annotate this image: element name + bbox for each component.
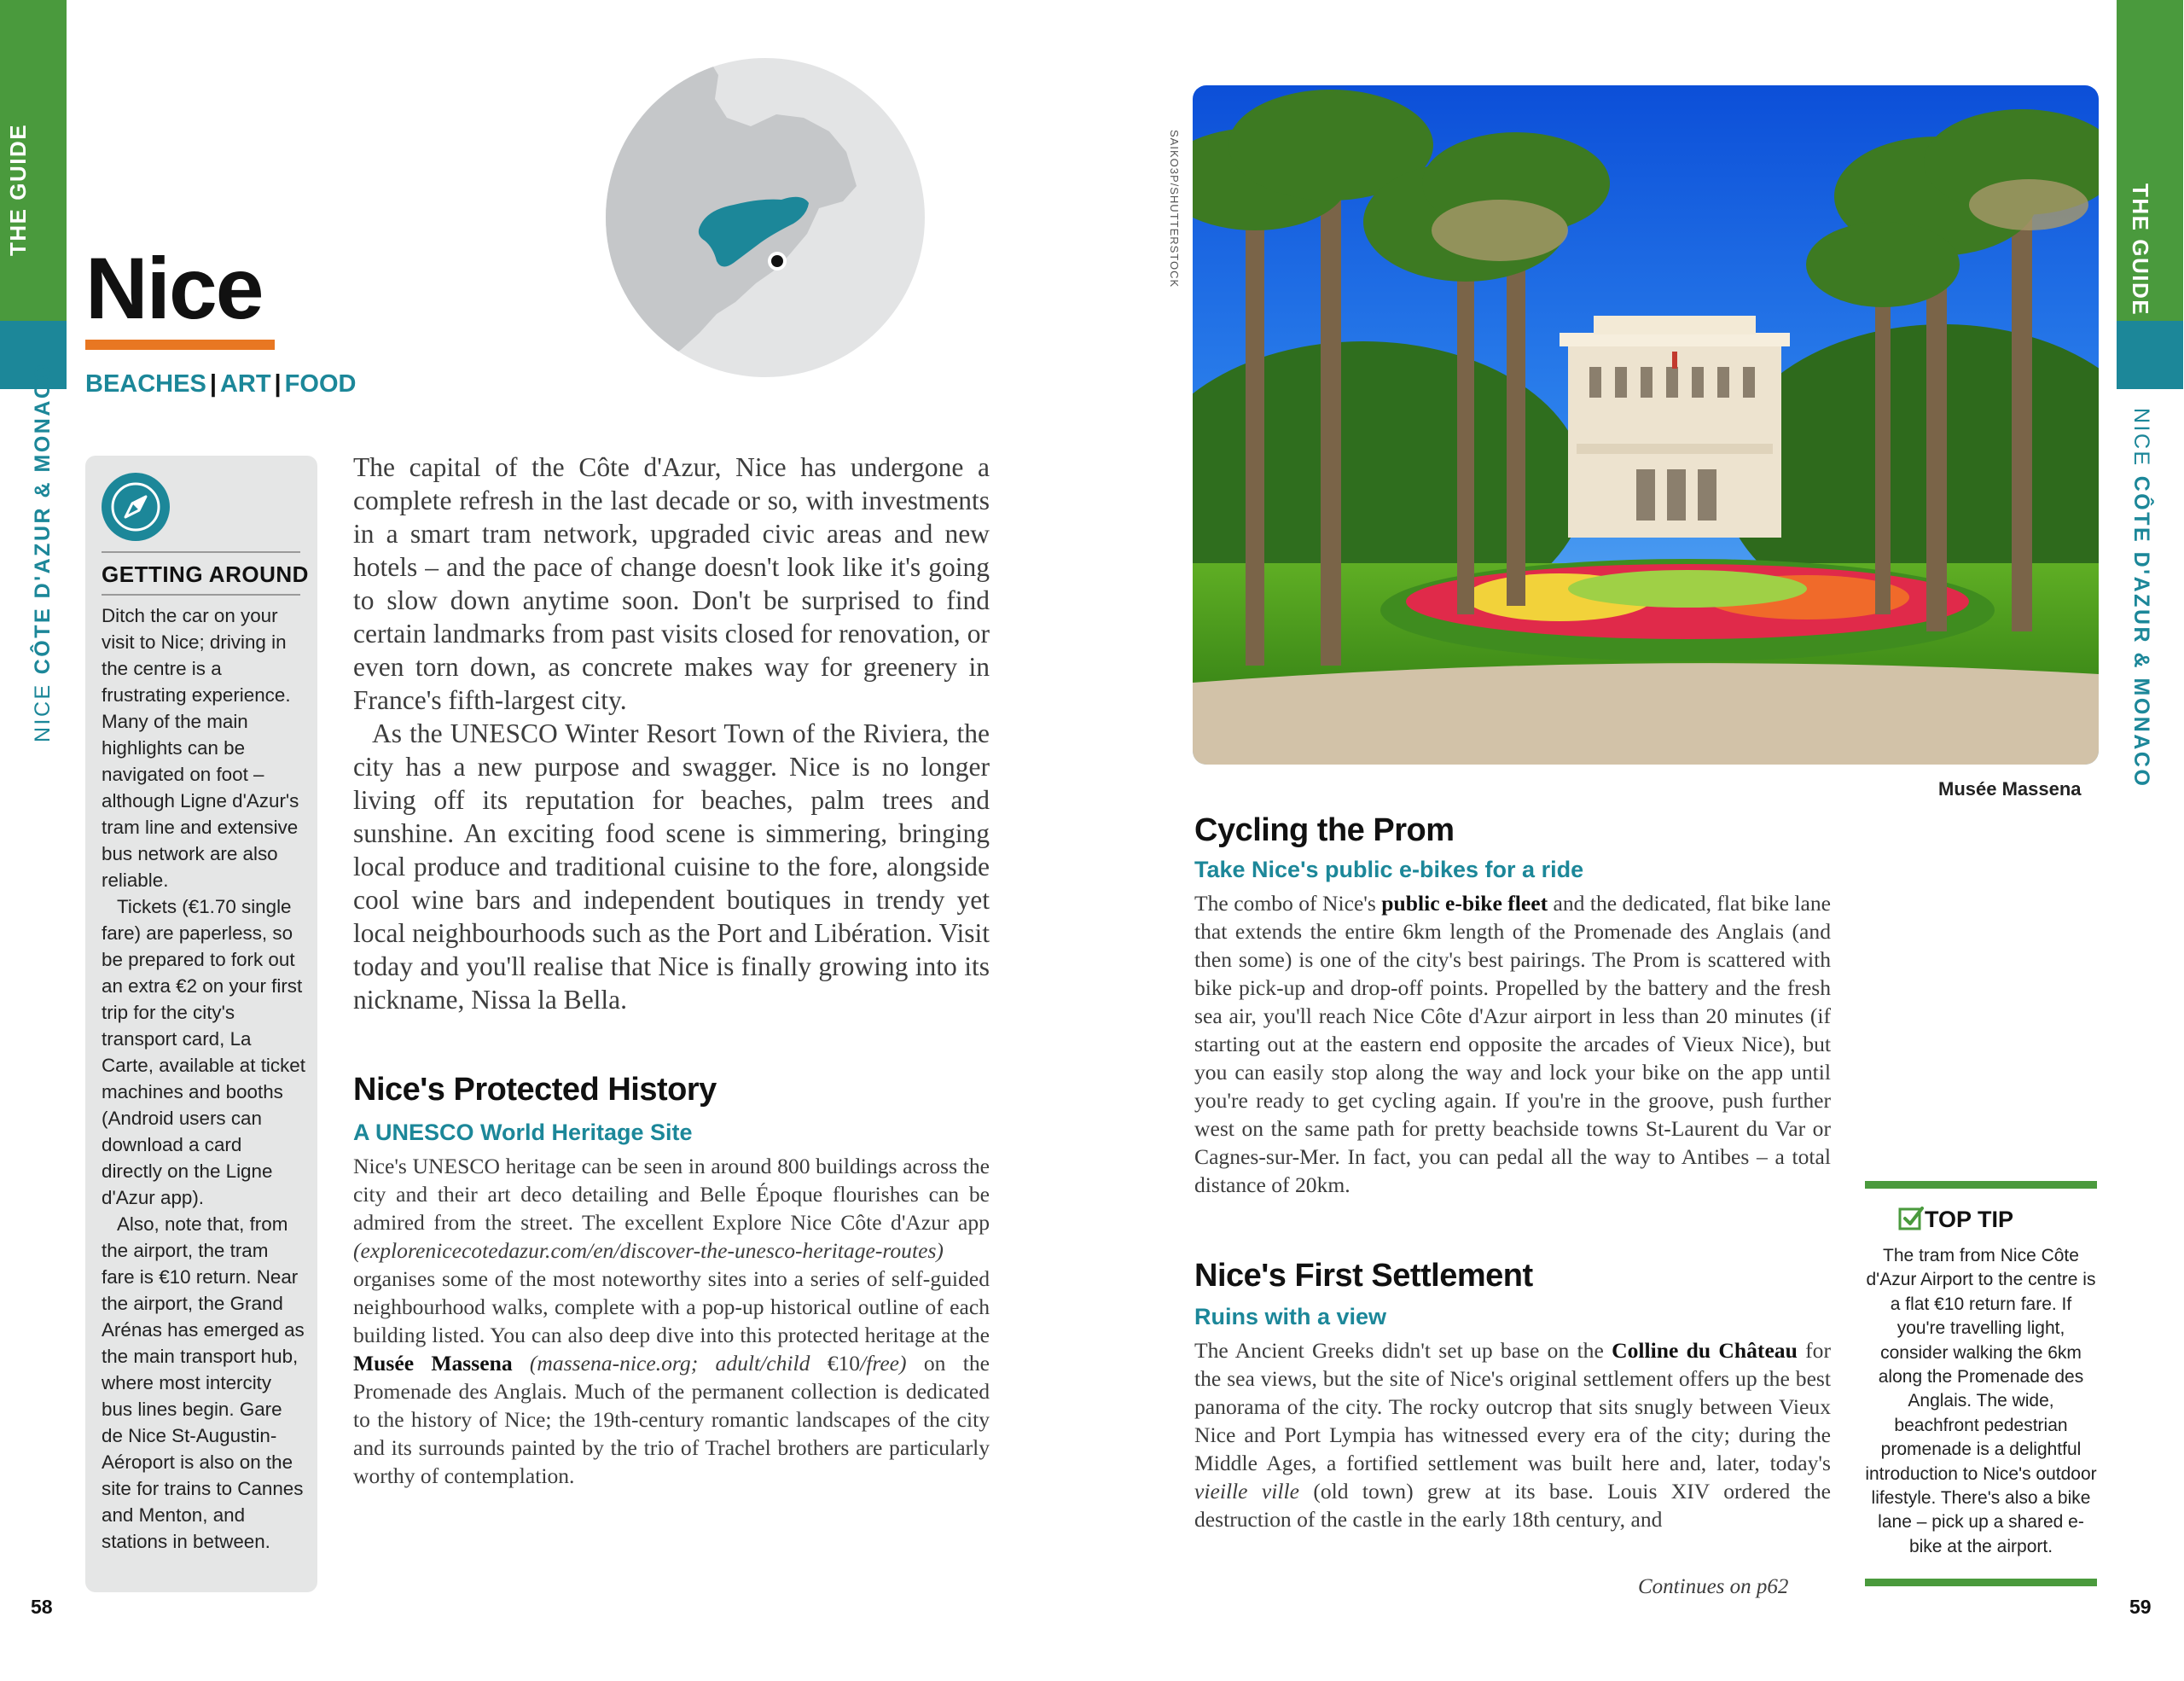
musee-massena-photo [1193, 85, 2099, 765]
settlement-heading: Nice's First Settlement [1194, 1258, 1533, 1294]
cycling-subheading: Take Nice's public e-bikes for a ride [1194, 857, 1584, 882]
sidebar-paragraph: Also, note that, from the airport, the tram fare is €10 return. Near the airport, the Grand Arénas has emerged as the main transport hub, where most intercity bus lines begin. Gare de Nice St-Augustin-Aéroport is also on the site for trains to Cannes and Menton, and stations in between. [102, 1213, 305, 1552]
cycling-body: The combo of Nice's public e-bike fleet and the dedicated, flat bike lane that extends the entire 6km length of the Promenade des Anglais (and then some) is one of the city's best pairings. The Prom is scattered with bike pick-up and drop-off points. Propelled by the battery and the fresh sea air, you'll reach Nice Côte d'Azur airport in less than 20 minutes (if starting out at the eastern end opposite the arcades of Vieux Nice), but you can easily stop along the way and lock your bike on the app until you're ready to get cycling again. If you're in the groove, push further west on the same path for pretty beachside towns St-Laurent du Var or Cagnes-sur-Mer. In fact, you can pedal all the way to Antibes – a total distance of 20km. [1194, 891, 1832, 1197]
sidebar-paragraph: Ditch the car on your visit to Nice; driving in the centre is a frustrating experience. Many of the main highlights can be navigated on foot – although Ligne d'Azur's tram line and extensive bus network are also reliable. [102, 605, 299, 891]
tag-art: ART [219, 370, 271, 398]
colline-du-chateau: Colline du Château [1612, 1338, 1798, 1363]
side-tab-accent-right [2117, 321, 2183, 389]
photo-caption: Musée Massena [1938, 778, 2082, 800]
intro-text [353, 451, 990, 1016]
protected-history-heading: Nice's Protected History [353, 1072, 717, 1108]
settlement-subheading: Ruins with a view [1194, 1304, 1387, 1329]
intro-paragraph: As the UNESCO Winter Resort Town of the Riviera, the city has a new purpose and swagger. Nice is no longer living off its reputation for beaches, palm trees and sunshine. An exciting food scene is simmering, bringing local produce and traditional cuisine to the fore, alongside cool wine bars and independent boutiques in trendy yet local neighbourhoods such as the Port and Libération. Visit today and you'll realise that Nice is finally growing into its nickname, Nissa la Bella. [353, 718, 990, 1015]
running-head-right: NICECÔTE D'AZUR & MONACO [2129, 408, 2153, 788]
intro-paragraph: The capital of the Côte d'Azur, Nice has undergone a complete refresh in the last decade or so, with investments in a smart tram network, upgraded civic areas and new hotels – and the pace of change doesn't look like it's going to slow down anytime soon. Don't be surprised to find certain landmarks from past visits closed for renovation, or even torn down, as concrete makes way for greenery in France's fifth-largest city. [353, 452, 990, 715]
getting-around-sidebar [85, 456, 317, 1592]
page-number-right: 59 [2129, 1596, 2152, 1618]
sidebar-paragraph: Tickets (€1.70 single fare) are paperless, so be prepared to fork out an extra €2 on your first trip for the city's transport card, La Carte, available at ticket machines and booths (Android users can download a card directly on the Ligne d'Azur app). [102, 896, 305, 1208]
compass-icon [102, 473, 170, 541]
sidebar-heading: GETTING AROUND [102, 561, 309, 587]
protected-history-body: Nice's UNESCO heritage can be seen in around 800 buildings across the city and their art deco detailing and Belle Époque flourishes can be admired from the street. The excellent Explore Nice Côte d'Azur app (explorenicecotedazur.com/en/discover-the-unesco-heritage-routes) organises some of the most noteworthy sites into a series of self-guided neighbourhood walks, complete with a pop-up historical outline of each building listed. You can also deep dive into this protected heritage at the Musée Massena (massena-nice.org; adult/child €10/free) on the Promenade des Anglais. Much of the permanent collection is dedicated to the history of Nice; the 19th-century romantic landscapes of the city and its surrounds painted by the trio of Trachel brothers are particularly worthy of contemplation. [353, 1154, 990, 1488]
app-link[interactable]: (explorenicecotedazur.com/en/discover-the-unesco-heritage-routes) [353, 1238, 944, 1263]
checkbox-icon [1897, 1205, 1925, 1232]
page-number-left: 58 [31, 1596, 53, 1618]
title-underline [85, 340, 275, 350]
topic-tags: BEACHES | ART | FOOD [85, 370, 357, 398]
photo-credit: SAIKO3P/SHUTTERSTOCK [1168, 130, 1181, 288]
top-tip-rule-top [1865, 1181, 2097, 1189]
e-bike-fleet: public e-bike fleet [1381, 891, 1548, 916]
sidebar-rule-top [102, 551, 300, 553]
settlement-body: The Ancient Greeks didn't set up base on the Colline du Château for the sea views, but the site of Nice's original settlement offers up the best panorama of the city. The rocky outcrop that sits snugly between Vieux Nice and Port Lympia has witnessed every era of the city; during the Middle Ages, a fortified settlement was built here and, later, today's vieille ville (old town) grew at its base. Louis XIV ordered the destruction of the castle in the early 18th century, and [1194, 1338, 1831, 1532]
cycling-heading: Cycling the Prom [1194, 812, 1455, 848]
locator-map [606, 58, 925, 377]
sidebar-rule-bottom [102, 594, 300, 596]
musee-massena-name: Musée Massena [353, 1351, 513, 1376]
continues-note: Continues on p62 [1638, 1575, 1789, 1598]
top-tip-heading: TOP TIP [1925, 1207, 2014, 1232]
sidebar-body [102, 602, 306, 1555]
section-label-right: THE GUIDE [2128, 183, 2153, 317]
page-title: Nice [85, 240, 263, 337]
top-tip-rule-bottom [1865, 1579, 2097, 1586]
section-label-left: THE GUIDE [5, 123, 31, 256]
tag-food: FOOD [284, 370, 357, 398]
running-head-left: NICECÔTE D'AZUR & MONACO [31, 362, 55, 742]
tag-beaches: BEACHES [85, 370, 206, 398]
top-tip-body: The tram from Nice Côte d'Azur Airport to the centre is a flat €10 return fare. If you're travelling light, consider walking the 6km along the Promenade des Anglais. The wide, beachfront pedestrian promenade is a delightful introduction to Nice's outdoor lifestyle. There's also a bike lane – pick up a shared e-bike at the airport. [1865, 1246, 2097, 1556]
protected-history-subheading: A UNESCO World Heritage Site [353, 1120, 693, 1145]
